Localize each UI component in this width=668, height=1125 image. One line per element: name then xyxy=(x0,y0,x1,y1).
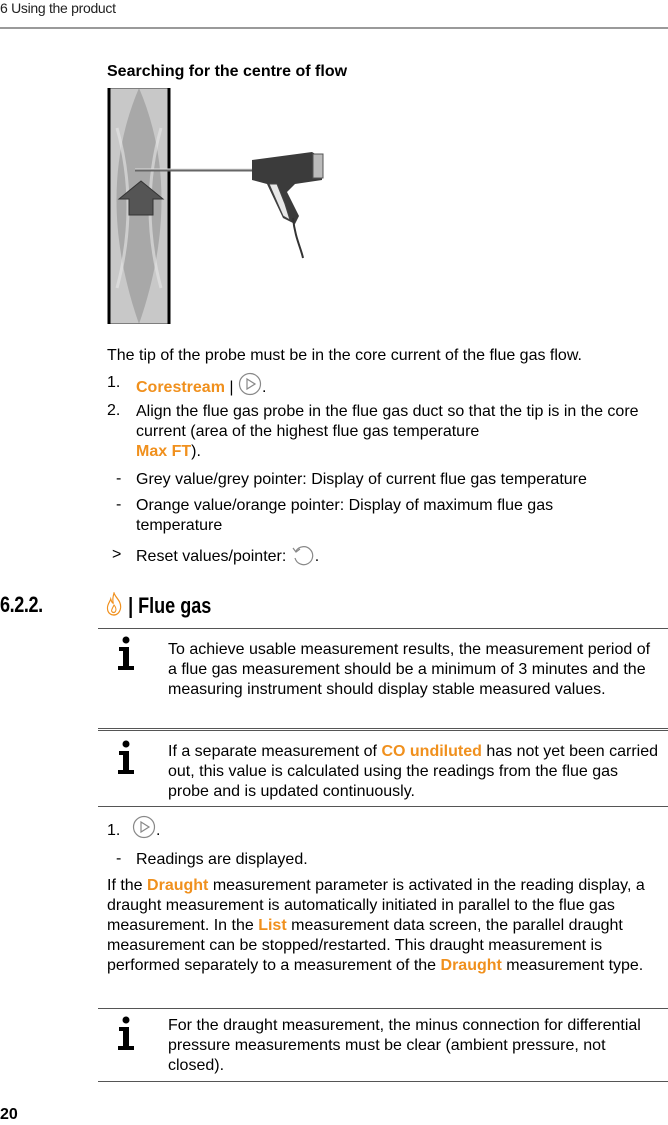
note-divider xyxy=(98,1081,668,1082)
step-number: 1. xyxy=(107,374,121,391)
para-text: If the xyxy=(107,877,143,894)
step-end: ). xyxy=(191,443,201,460)
step-corestream xyxy=(136,372,266,398)
corestream-label: Corestream xyxy=(136,379,225,396)
draught-label: Draught xyxy=(147,877,209,894)
draught-label: Draught xyxy=(440,957,502,974)
note-text-part: If a separate measurement of xyxy=(168,743,377,760)
note-divider xyxy=(98,806,668,807)
bullet-dash: - xyxy=(116,496,122,513)
info-icon xyxy=(115,740,137,774)
flue-probe-illustration xyxy=(107,88,347,324)
result-reset xyxy=(136,544,319,567)
step-end: . xyxy=(261,379,267,396)
section-title xyxy=(105,592,211,619)
section-heading: Searching for the centre of flow xyxy=(107,63,348,80)
result-dash: - xyxy=(116,850,122,867)
result-readings: Readings are displayed. xyxy=(136,851,308,868)
bullet-orange: Orange value/orange pointer: Display of maximum flue gas temperature xyxy=(136,497,554,534)
list-label: List xyxy=(258,917,287,934)
step-text: Align the flue gas probe in the flue gas duct so that the tip is in the core current (area of the highest flue gas temperature xyxy=(136,403,639,440)
intro-text: The tip of the probe must be in the core current of the flue gas flow. xyxy=(107,347,582,364)
step-end: . xyxy=(156,822,161,839)
co-undiluted-label: CO undiluted xyxy=(381,743,482,760)
para-text: measurement data screen, the parallel draught measurement can be stopped/restarted. This draught measurement is performed separately to a measurement of the xyxy=(107,917,623,974)
note-divider xyxy=(98,1008,668,1009)
flame-icon xyxy=(105,592,123,616)
bullet-dash: - xyxy=(116,470,122,487)
result-mark: > xyxy=(112,546,122,563)
play-icon xyxy=(132,815,156,839)
note-co-undiluted xyxy=(168,742,663,802)
note-divider xyxy=(98,728,668,731)
note-draught-connection: For the draught measurement, the minus connection for differential pressure measurements must be clear (ambient pressure, not closed). xyxy=(168,1017,641,1074)
separator: | xyxy=(224,379,238,396)
info-icon xyxy=(115,1016,137,1050)
chapter-title: 6 Using the product xyxy=(0,0,116,16)
reset-icon xyxy=(291,544,315,566)
note-text-part: has not yet been carried out, this value is calculated using the readings from the flue gas probe and is updated continuously. xyxy=(168,743,659,800)
note-measurement-period: To achieve usable measurement results, the measurement period of a flue gas measurement should be a minimum of 3 minutes and the measuring instrument should display stable measured values. xyxy=(168,641,651,698)
max-ft-label: Max FT xyxy=(136,443,192,460)
step-number: 2. xyxy=(107,402,121,419)
step-start xyxy=(132,815,160,841)
header-divider xyxy=(0,27,668,29)
page-header xyxy=(0,0,668,28)
para-text: measurement type. xyxy=(506,957,644,974)
para-text: measurement parameter is activated in the reading display, a draught measurement is automatically initiated in parallel to the flue gas measurement. In the xyxy=(107,877,645,934)
result-end: . xyxy=(314,548,320,565)
info-icon xyxy=(115,636,137,670)
result-text: Reset values/pointer: xyxy=(136,548,287,565)
play-icon xyxy=(238,372,262,396)
step-align xyxy=(136,402,641,462)
step-number: 1. xyxy=(107,822,121,839)
draught-paragraph xyxy=(107,876,665,976)
note-divider xyxy=(98,628,668,629)
section-title-text: | Flue gas xyxy=(128,593,212,618)
page-number: 20 xyxy=(0,1106,18,1123)
bullet-grey: Grey value/grey pointer: Display of current flue gas temperature xyxy=(136,471,587,488)
section-number: 6.2.2. xyxy=(0,592,43,617)
